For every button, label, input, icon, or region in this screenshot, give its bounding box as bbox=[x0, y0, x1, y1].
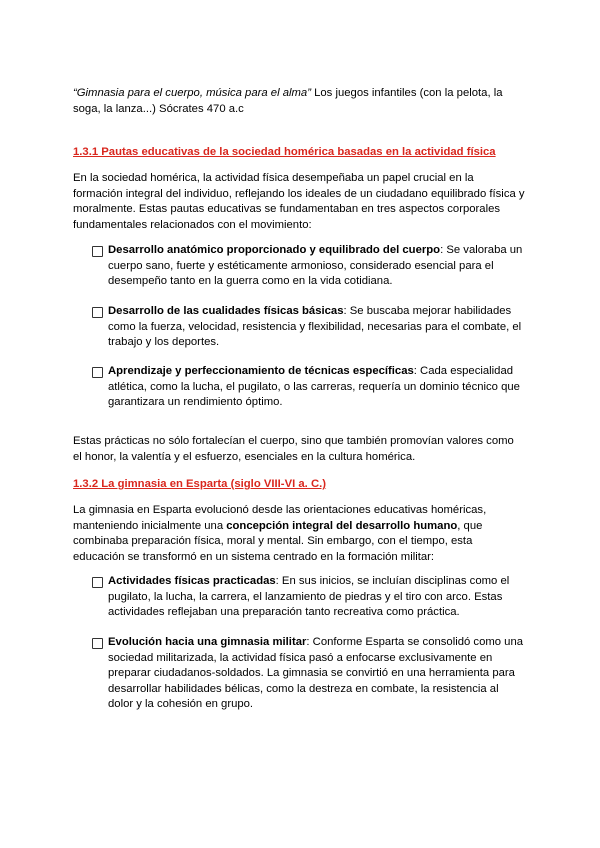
intro-quote: “Gimnasia para el cuerpo, música para el alma” bbox=[73, 87, 311, 99]
intro-quote-paragraph bbox=[73, 86, 525, 117]
checklist-item bbox=[92, 364, 525, 411]
section2-paragraph-bold: concepción integral del desarrollo humano bbox=[226, 519, 458, 532]
checklist-item bbox=[92, 304, 525, 351]
item-text: : Se buscaba mejorar habilidades como la fuerza, velocidad, resistencia y flexibilidad, necesarias para el combate, el trabajo y los deportes. bbox=[108, 305, 522, 348]
item-text: : Se valoraba un cuerpo sano, fuerte y estéticamente armonioso, considerado esencial para el desempeño tanto en la guerra como en la vida cotidiana. bbox=[108, 244, 523, 287]
checkbox-icon[interactable] bbox=[92, 307, 103, 318]
checklist-item bbox=[92, 635, 525, 713]
checkbox-icon[interactable] bbox=[92, 638, 103, 649]
item-title: Desarrollo de las cualidades físicas básicas bbox=[108, 305, 344, 317]
item-text: : Cada especialidad atlética, como la lucha, el pugilato, o las carreras, requería un dominio técnico que garantizara un rendimiento óptimo. bbox=[108, 365, 520, 408]
checklist-item bbox=[92, 574, 525, 621]
checkbox-icon[interactable] bbox=[92, 246, 103, 257]
item-title: Evolución hacia una gimnasia militar bbox=[108, 636, 307, 648]
section1-closing: Estas prácticas no sólo fortalecían el cuerpo, sino que también promovían valores como el honor, la valentía y el esfuerzo, esenciales en la cultura homérica. bbox=[73, 435, 514, 463]
section1-paragraph: En la sociedad homérica, la actividad física desempeñaba un papel crucial en la formación integral del individuo, reflejando los ideales de un ciudadano equilibrado física y moralmente. Estas pautas educativas se fundamentaban en tres aspectos corporales fundamentales relacionados con el movimiento: bbox=[73, 172, 525, 231]
section2-paragraph-start: La gimnasia en Esparta evolucionó desde las orientaciones educativas homéricas, manteniendo inicialmente una bbox=[73, 504, 487, 532]
intro-rest: Los juegos infantiles (con la pelota, la soga, la lanza...) Sócrates 470 a.c bbox=[73, 87, 503, 115]
checklist-item bbox=[92, 243, 525, 290]
section-heading-1-3-2: 1.3.2 La gimnasia en Esparta (siglo VIII-VI a. C.) bbox=[73, 478, 327, 490]
checkbox-icon[interactable] bbox=[92, 577, 103, 588]
section2-paragraph bbox=[73, 503, 525, 565]
item-text: : En sus inicios, se incluían disciplinas como el pugilato, la lucha, la carrera, el lanzamiento de piedras y el tiro con arco. Estas actividades reflejaban una preparación tanto recreativa como práctica. bbox=[108, 575, 510, 618]
section-heading-1-3-1: 1.3.1 Pautas educativas de la sociedad homérica basadas en la actividad física bbox=[73, 146, 496, 158]
item-title: Aprendizaje y perfeccionamiento de técnicas específicas bbox=[108, 365, 414, 377]
checkbox-icon[interactable] bbox=[92, 367, 103, 378]
item-title: Actividades físicas practicadas bbox=[108, 575, 276, 587]
section2-paragraph-end: , que combinaba preparación física, moral y mental. Sin embargo, con el tiempo, esta educación se transformó en un sistema centrado en la formación militar: bbox=[73, 519, 483, 563]
item-title: Desarrollo anatómico proporcionado y equilibrado del cuerpo bbox=[108, 244, 441, 256]
item-text: : Conforme Esparta se consolidó como una sociedad militarizada, la actividad física pasó a enfocarse exclusivamente en preparar ciudadanos-soldados. La gimnasia se convirtió en una herramienta para desarrollar habilidades bélicas, como la destreza en combate, la resistencia al dolor y la cohesión en grupo. bbox=[108, 636, 524, 710]
